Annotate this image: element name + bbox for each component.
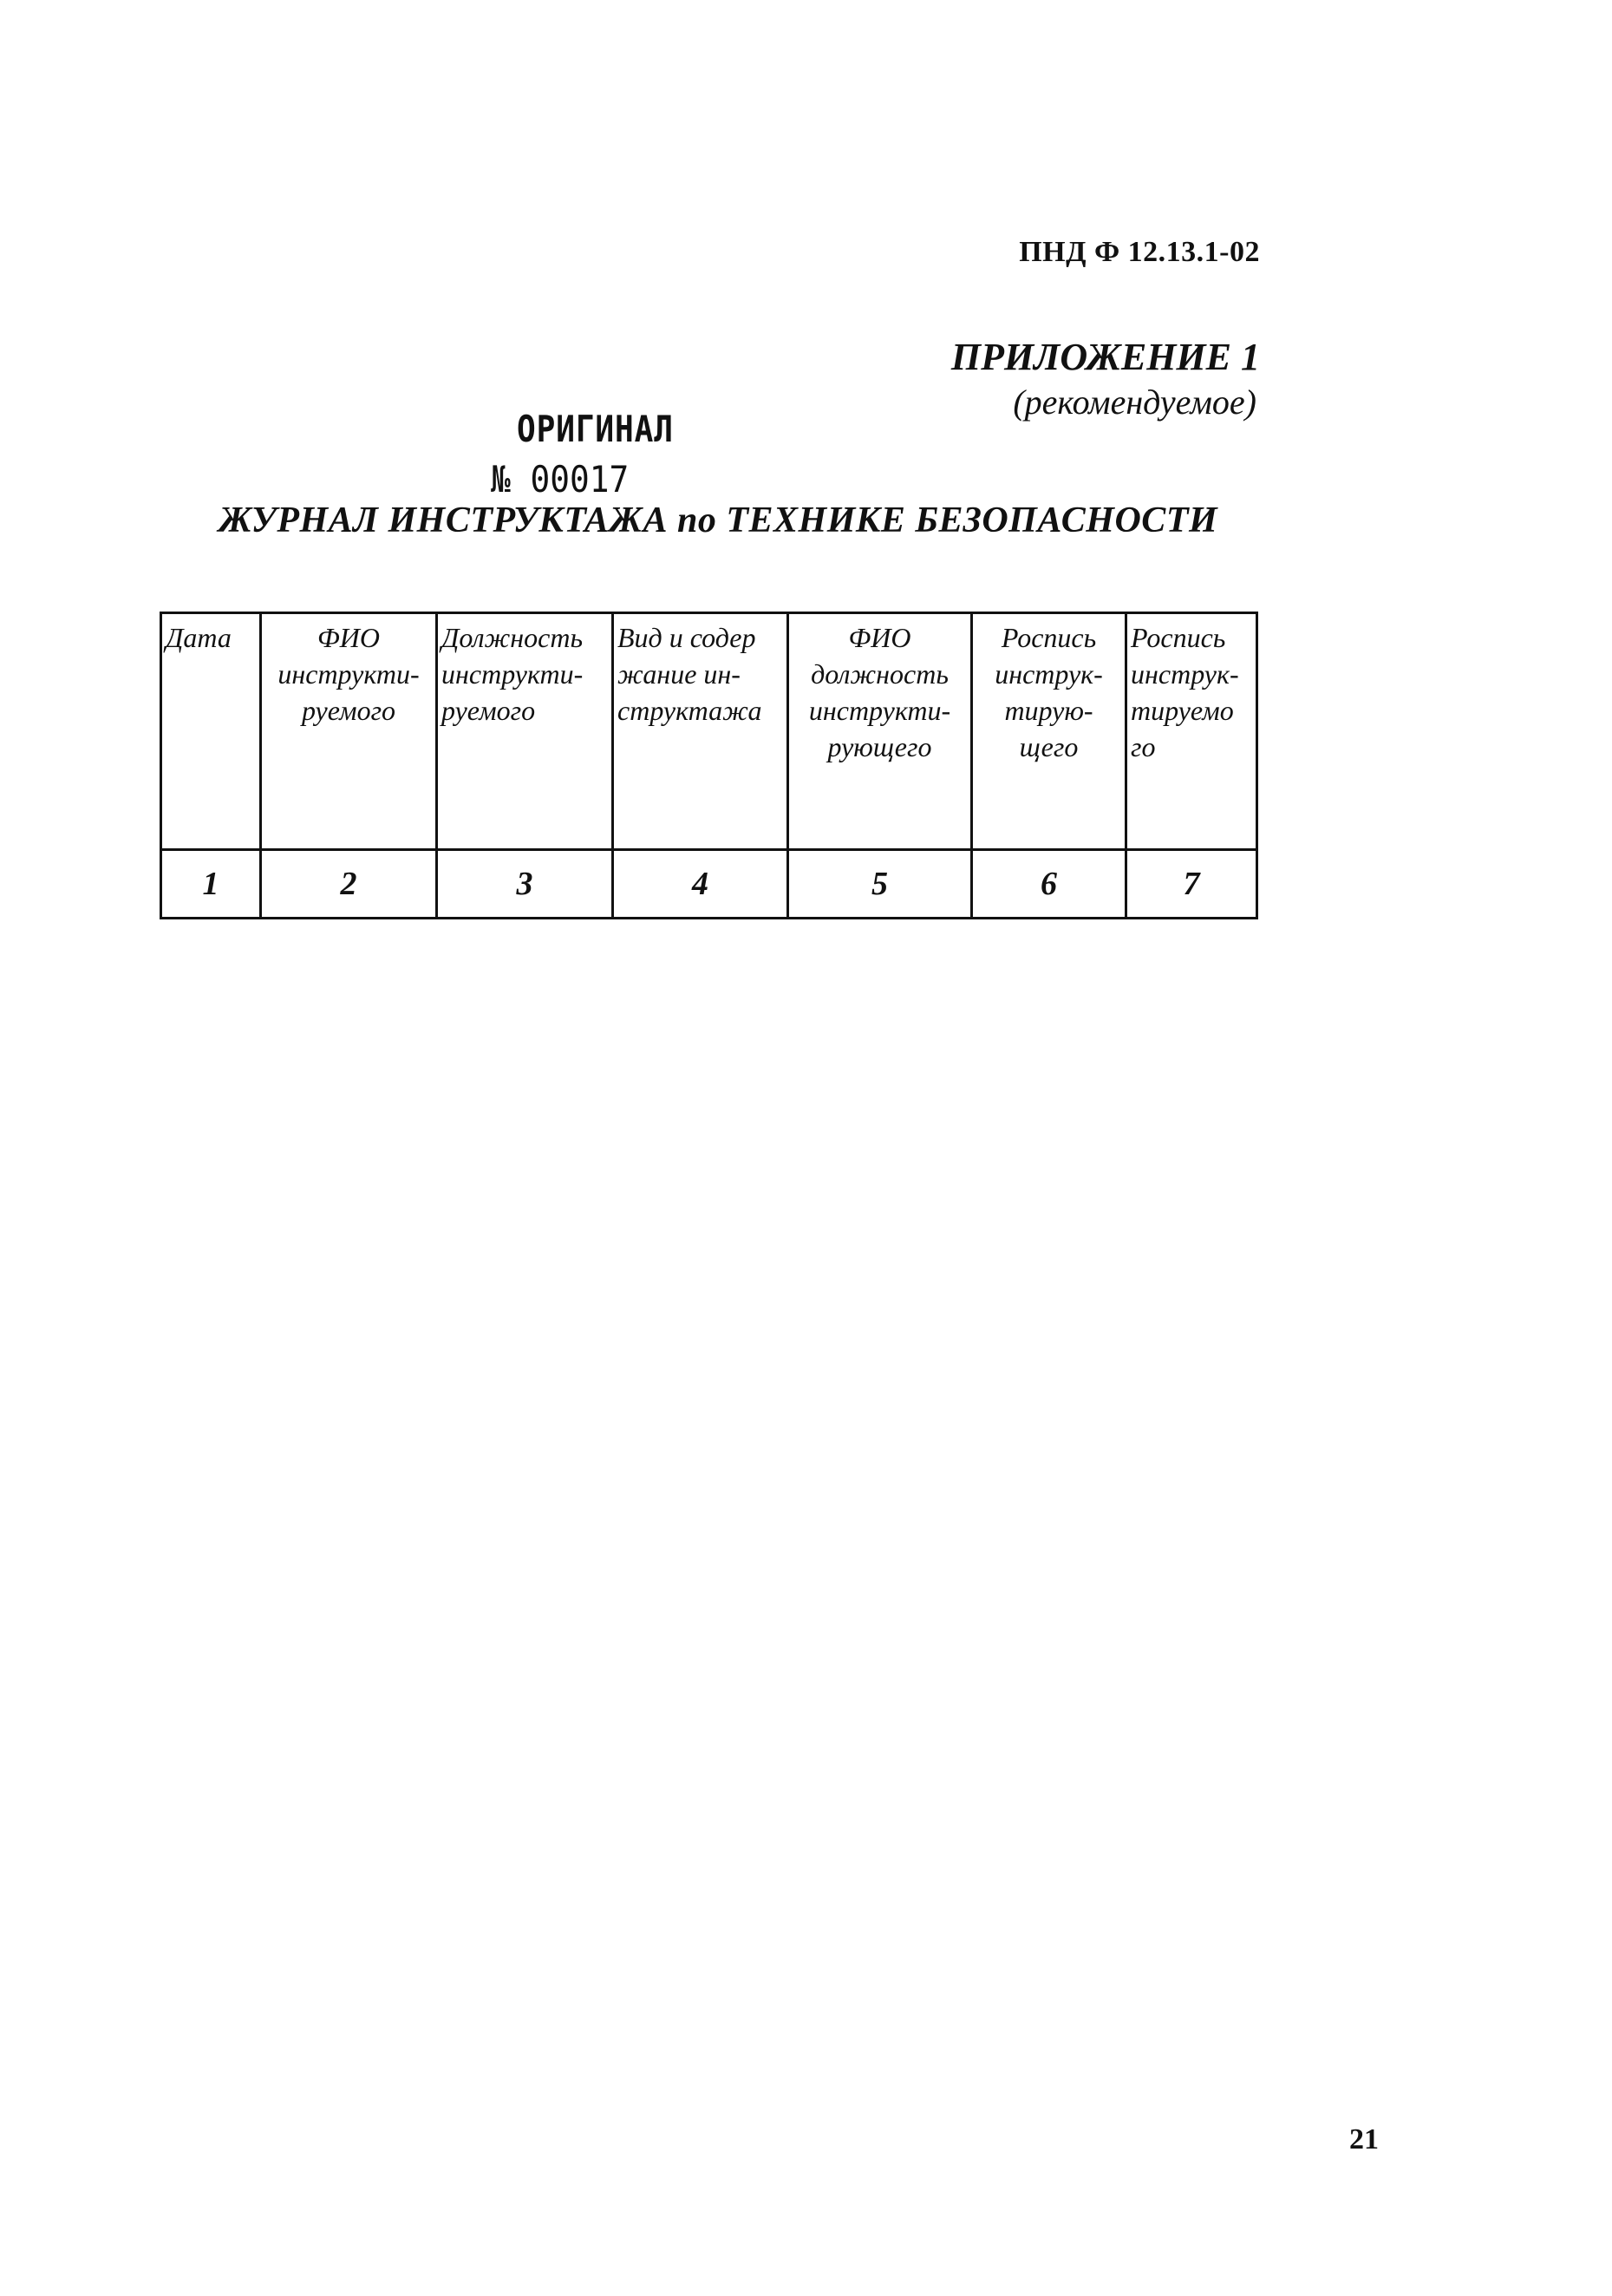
column-number: 3 [437, 850, 613, 919]
column-number: 7 [1126, 850, 1257, 919]
appendix-title: ПРИЛОЖЕНИЕ 1 [950, 336, 1260, 378]
appendix-note: (рекомендуемое) [1013, 383, 1256, 422]
column-header-instructor-name: ФИО должность инструкти-рующего [788, 613, 972, 850]
journal-title: ЖУРНАЛ ИНСТРУКТАЖА по ТЕХНИКЕ БЕЗОПАСНОСТИ [219, 500, 1218, 540]
column-number: 5 [788, 850, 972, 919]
original-stamp: ОРИГИНАЛ [517, 408, 674, 450]
column-header-briefing-type: Вид и содер жание ин-структажа [613, 613, 788, 850]
header-row [161, 613, 1257, 850]
column-header-trainee-position: Должность инструкти-руемого [437, 613, 613, 850]
column-header-date: Дата [161, 613, 261, 850]
stamp-number: № 00017 [491, 458, 630, 500]
column-header-trainee-name: ФИО инструкти-руемого [261, 613, 437, 850]
column-number: 2 [261, 850, 437, 919]
column-header-instructor-signature: Роспись инструк-тирую-щего [972, 613, 1126, 850]
journal-table [160, 612, 1258, 919]
column-number: 6 [972, 850, 1126, 919]
column-header-trainee-signature: Роспись инструк-тируемо го [1126, 613, 1257, 850]
page-number: 21 [1349, 2123, 1379, 2155]
document-code: ПНД Ф 12.13.1-02 [1019, 236, 1260, 268]
column-number: 1 [161, 850, 261, 919]
column-number: 4 [613, 850, 788, 919]
column-number-row [161, 850, 1257, 919]
